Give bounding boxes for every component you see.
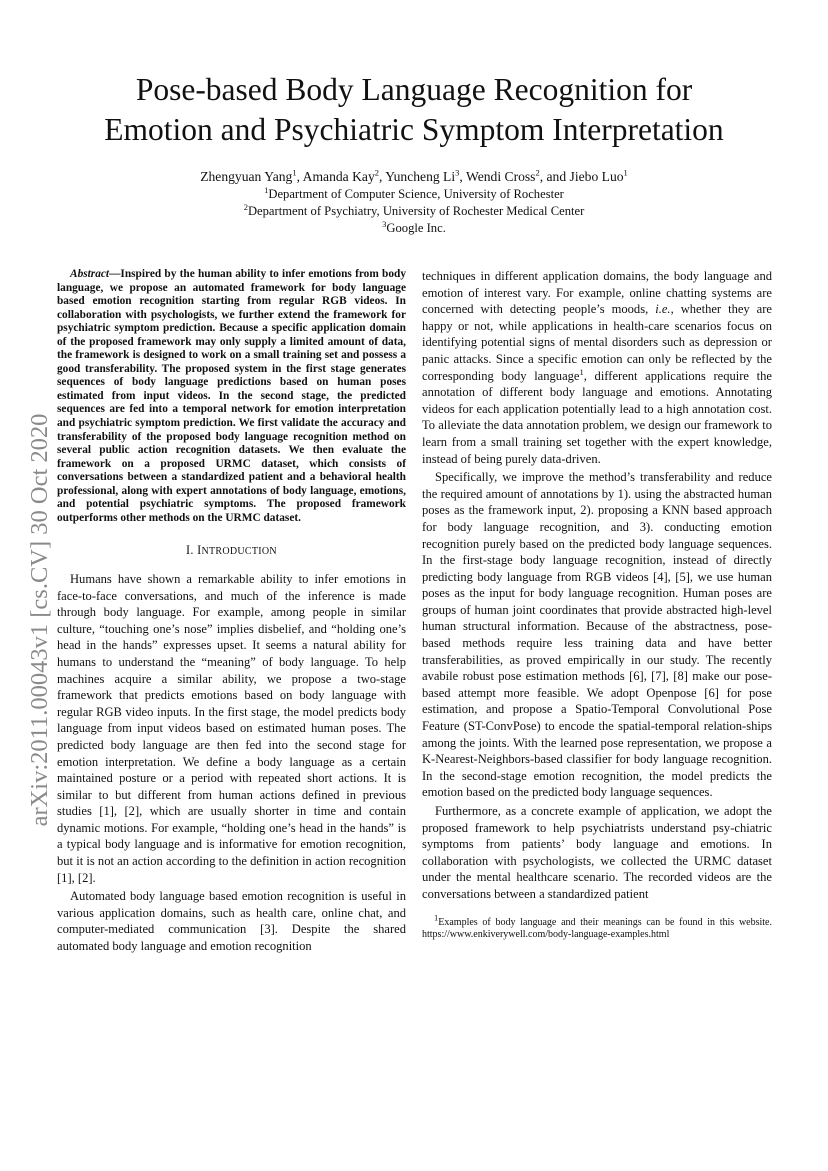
paragraph: Specifically, we improve the method’s transferability and reduce the required amount of annotations by 1). using the abstracted human poses as the framework input, 2). proposing a KNN based approach for body language recognition, and 3). conducting emotion recognition purely based on the predicted body language sequences. In the first-stage body language recognition, instead of directly predicting body language from RGB videos [4], [5], we use human poses as the input for body language recognition. Human poses are groups of human joint coordinates that provide abstracted high-level human structural information. Because of the abstractness, pose-based methods require less training data and have better transferabilities, as proved empirically in our study. The recently avabile robust pose estimation methods [6], [7], [8] make our pose-based attempt more feasible. We adopt Openpose [6] for pose estimation, and propose a Spatio-Temporal Convolutional Pose Feature (ST-ConvPose) to encode the spatial-temporal relation-ships among the joints. With the learned pose representation, we propose a K-Nearest-Neighbors-based classifier for body language recognition. In the second-stage emotion recognition, the model predicts the emotion based on the predicted body language sequences.: [422, 470, 772, 800]
left-column: [57, 268, 406, 955]
title-line-1: Pose-based Body Language Recognition for: [135, 72, 693, 107]
arxiv-sidebar: [18, 365, 62, 875]
arxiv-identifier: arXiv:2011.00043v1 [cs.CV] 30 Oct 2020: [26, 413, 53, 827]
author: Jiebo Luo$^1$: [569, 167, 628, 184]
author-list: Zhengyuan Yang$^1$, Amanda Kay$^2$, Yuncheng Li$^3$, Wendi Cross$^2$, and Jiebo Luo$^1$: [200, 167, 628, 184]
author: Yuncheng Li$^3$: [385, 167, 460, 184]
author: Zhengyuan Yang$^1$: [200, 167, 297, 184]
affiliation-2: $^2$Department of Psychiatry, University of Rochester Medical Center: [243, 201, 585, 218]
paragraph: Furthermore, as a concrete example of application, we adopt the proposed framework to help psychiatrists understand psy-chiatric symptoms from patients’ body language and emotions. In collaboration with psychologists, we collected the URMC dataset under the mental healthcare scenario. The recorded videos are the conversations between a standardized patient: [422, 804, 772, 901]
author: Wendi Cross$^2$: [465, 167, 540, 184]
title-line-2: Emotion and Psychiatric Symptom Interpretation: [104, 112, 724, 147]
affiliation-3: $^3$Google Inc.: [382, 218, 446, 235]
abstract: [57, 268, 406, 525]
affiliation-1: $^1$Department of Computer Science, University of Rochester: [264, 184, 564, 201]
footnote-text: Examples of body language and their meanings can be found in this website. https://www.enkiverywell.com/body-language-examples.html: [422, 916, 772, 940]
section-heading-introduction: I. INTRODUCTION: [186, 543, 277, 558]
abstract-label: Abstract: [70, 268, 110, 280]
paper-title: [40, 70, 788, 150]
abstract-text: —Inspired by the human ability to infer emotions from body language, we propose an automated framework for body language based emotion recognition starting from regular RGB videos. In collaboration with psychologists, we further extend the framework for psychiatric symptom prediction. Because a specific application domain of the proposed framework may only supply a limited amount of data, the framework is designed to work on a small training set and possess a good transferability. The proposed system in the first stage generates sequences of body language predictions based on human poses estimated from input videos. In the second stage, the predicted sequences are fed into a temporal network for emotion interpretation and psychiatric symptom prediction. We first validate the accuracy and transferability of the proposed body language recognition method on several public action recognition datasets. We then evaluate the framework on a proposed URMC dataset, which consists of conversations between a standardized patient and a behavioral health professional, along with expert annotations of body language, emotions, and potential psychiatric symptoms. The proposed framework outperforms other methods on the URMC dataset.: [57, 268, 406, 524]
paragraph: techniques in different application domains, the body language and emotion of interest vary. For example, online chatting systems are concerned with detecting people’s moods, i.e., whether they are happy or not, while applications in health-care scenarios focus on identifying potential signs of mental disorders such as depression or panic attacks. Since a specific emotion can only be reflected by the corresponding body language$^1$, different applications require the annotation of different body language and emotions. Annotating videos for each application potentially lead to a high annotation cost. To alleviate the data annotation problem, we design our framework to learn from a small training set together with the expert knowledge, instead of being purely data-driven.: [422, 269, 773, 466]
footnote-marker: 1: [579, 366, 584, 377]
author: Amanda Kay$^2$: [302, 167, 379, 184]
paragraph: Humans have shown a remarkable ability to infer emotions in face-to-face conversations, and much of the inference is made through body language. For example, among people in similar culture, “touching one’s nose” implies disbelief, and “holding one’s head in the hands” expresses upset. It seems a natural ability for humans to understand the “meaning” of body language. To help machines acquire a similar ability, we propose a two-stage framework that predicts emotions based on body language with regular RGB video inputs. In the first stage, the model predicts body language from input videos based on estimated human poses. The predicted body language are then fed into the second stage for emotion interpretation. We define a body language as a certain maintained posture or a period with repeated short actions. It is similar to but different from human actions defined in previous studies [1], [2], which are usually shorter in time and contain dynamic motions. For example, “holding one’s head in the hands” is a typical body language and is informative for emotion recognition, but it is not an action according to the definition in action recognition [1], [2].: [57, 571, 406, 885]
paragraph: Automated body language based emotion recognition is useful in various application domains, such as health care, online chat, and computer-mediated communication [3]. Despite the shared automated body language and emotion recognition: [57, 889, 406, 954]
footnote: $^1$Examples of body language and their meanings can be found in this website. https://www.enkiverywell.com/body-language-examples.html: [422, 912, 772, 940]
right-column: [422, 268, 772, 941]
